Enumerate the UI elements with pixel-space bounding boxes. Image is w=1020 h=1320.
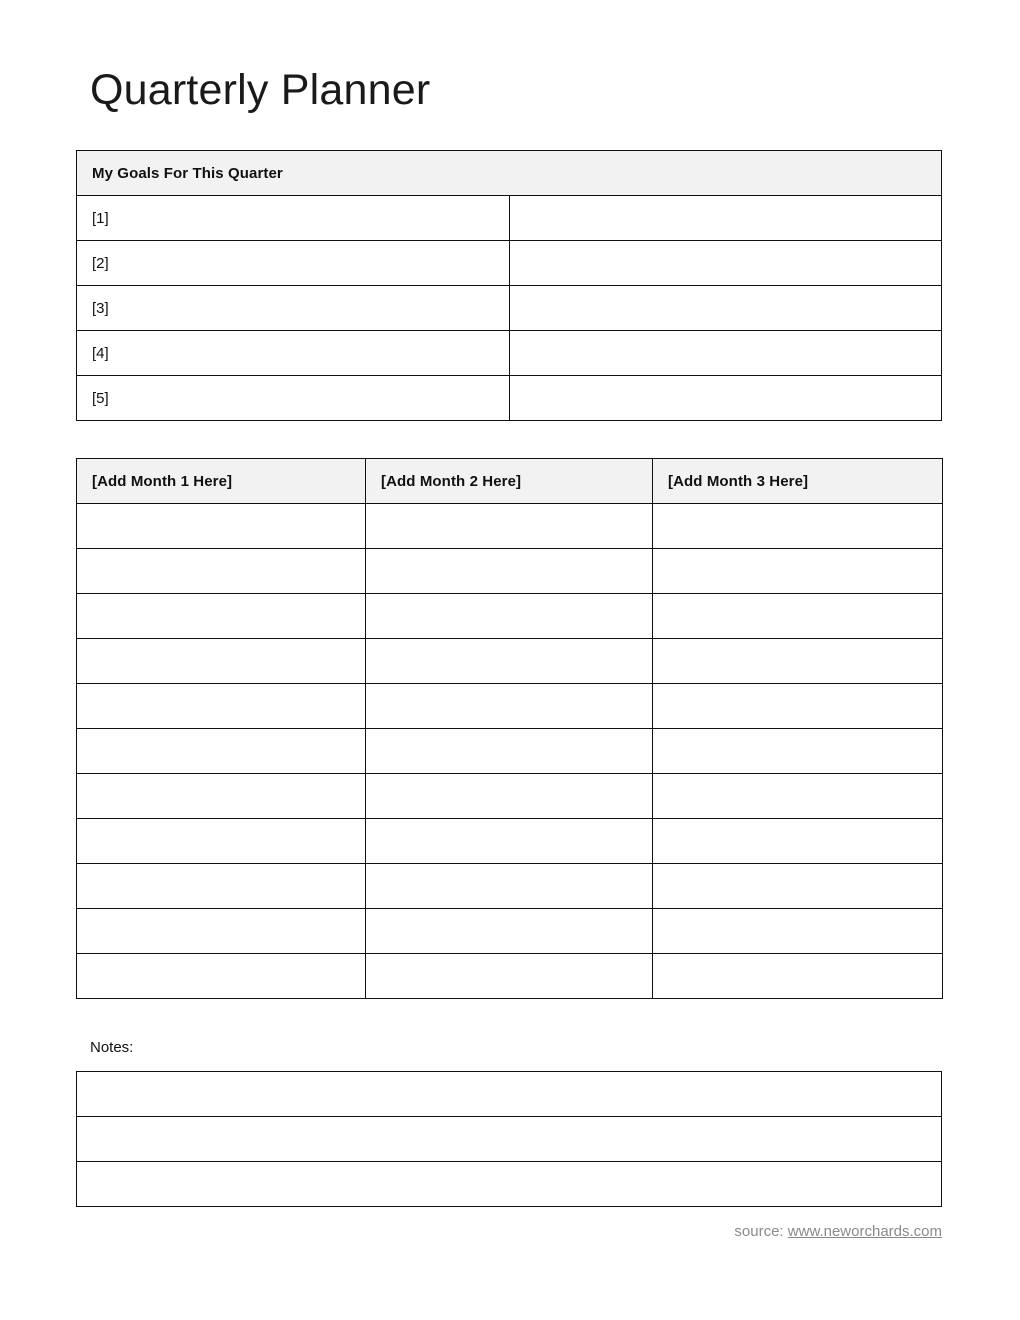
notes-table <box>76 1071 942 1207</box>
goal-row-input-3[interactable] <box>509 286 942 331</box>
notes-table-body <box>77 1072 942 1207</box>
source-footer <box>0 1223 942 1240</box>
month-3-cell[interactable] <box>653 549 943 594</box>
table-row <box>77 549 943 594</box>
month-1-cell[interactable] <box>77 594 366 639</box>
month-2-cell[interactable] <box>366 819 653 864</box>
goal-row-label-2: [2] <box>77 241 510 286</box>
table-row <box>77 1117 942 1162</box>
table-row <box>77 286 942 331</box>
month-2-header[interactable]: [Add Month 2 Here] <box>366 459 653 504</box>
notes-cell[interactable] <box>77 1117 942 1162</box>
table-row <box>77 729 943 774</box>
month-3-cell[interactable] <box>653 594 943 639</box>
months-table <box>76 458 943 999</box>
goal-row-label-4: [4] <box>77 331 510 376</box>
month-2-cell[interactable] <box>366 594 653 639</box>
months-header-row <box>77 459 943 504</box>
table-row <box>77 1162 942 1207</box>
goal-row-label-3: [3] <box>77 286 510 331</box>
table-row <box>77 909 943 954</box>
month-3-cell[interactable] <box>653 504 943 549</box>
month-2-cell[interactable] <box>366 684 653 729</box>
table-row <box>77 774 943 819</box>
month-1-cell[interactable] <box>77 954 366 999</box>
month-2-cell[interactable] <box>366 774 653 819</box>
source-url-link[interactable]: www.neworchards.com <box>787 1223 942 1240</box>
goal-row-input-2[interactable] <box>509 241 942 286</box>
table-row <box>77 639 943 684</box>
table-row <box>77 864 943 909</box>
month-1-cell[interactable] <box>77 684 366 729</box>
source-prefix: source: <box>734 1223 784 1240</box>
month-2-cell[interactable] <box>366 954 653 999</box>
table-row <box>77 954 943 999</box>
month-1-cell[interactable] <box>77 729 366 774</box>
goals-table <box>76 150 942 421</box>
table-row <box>77 594 943 639</box>
month-2-cell[interactable] <box>366 909 653 954</box>
goal-row-input-4[interactable] <box>509 331 942 376</box>
goals-table-body <box>77 196 942 421</box>
month-3-cell[interactable] <box>653 729 943 774</box>
month-1-cell[interactable] <box>77 504 366 549</box>
goal-row-label-1: [1] <box>77 196 510 241</box>
table-row <box>77 504 943 549</box>
notes-cell[interactable] <box>77 1072 942 1117</box>
notes-cell[interactable] <box>77 1162 942 1207</box>
month-3-cell[interactable] <box>653 819 943 864</box>
month-1-cell[interactable] <box>77 909 366 954</box>
goals-header-row <box>77 151 942 196</box>
month-1-cell[interactable] <box>77 819 366 864</box>
months-table-body <box>77 504 943 999</box>
month-2-cell[interactable] <box>366 639 653 684</box>
goal-row-label-5: [5] <box>77 376 510 421</box>
month-1-cell[interactable] <box>77 864 366 909</box>
table-row <box>77 684 943 729</box>
month-1-header[interactable]: [Add Month 1 Here] <box>77 459 366 504</box>
month-3-cell[interactable] <box>653 639 943 684</box>
month-3-cell[interactable] <box>653 684 943 729</box>
month-2-cell[interactable] <box>366 504 653 549</box>
page-title: Quarterly Planner <box>90 66 431 114</box>
goal-row-input-1[interactable] <box>509 196 942 241</box>
month-1-cell[interactable] <box>77 774 366 819</box>
month-3-cell[interactable] <box>653 774 943 819</box>
table-row <box>77 196 942 241</box>
goal-row-input-5[interactable] <box>509 376 942 421</box>
month-3-cell[interactable] <box>653 954 943 999</box>
month-2-cell[interactable] <box>366 729 653 774</box>
month-3-cell[interactable] <box>653 864 943 909</box>
goals-header-cell: My Goals For This Quarter <box>77 151 942 196</box>
table-row <box>77 241 942 286</box>
month-1-cell[interactable] <box>77 639 366 684</box>
month-3-cell[interactable] <box>653 909 943 954</box>
table-row <box>77 819 943 864</box>
month-1-cell[interactable] <box>77 549 366 594</box>
month-3-header[interactable]: [Add Month 3 Here] <box>653 459 943 504</box>
table-row <box>77 1072 942 1117</box>
table-row <box>77 331 942 376</box>
month-2-cell[interactable] <box>366 549 653 594</box>
notes-label: Notes: <box>90 1039 134 1056</box>
month-2-cell[interactable] <box>366 864 653 909</box>
table-row <box>77 376 942 421</box>
